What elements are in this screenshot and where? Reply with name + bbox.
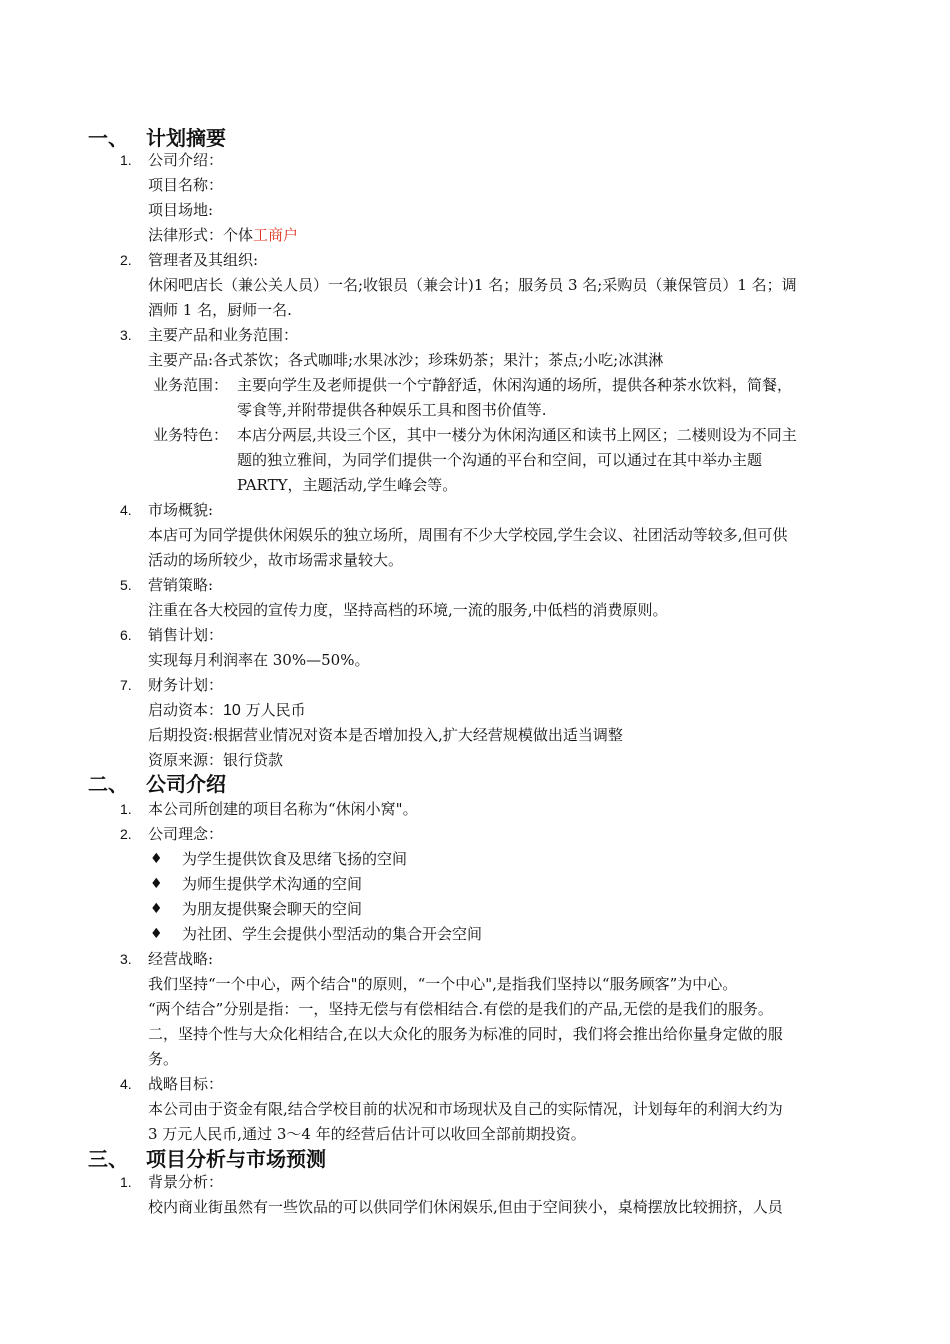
section-number: 一、	[88, 126, 128, 150]
section-heading-3	[88, 1145, 326, 1173]
paragraph-line: 本店可为同学提供休闲娱乐的独立场所，周围有不少大学校园,学生会议、社团活动等较多,但可供	[148, 526, 788, 544]
paragraph-line: 本公司所创建的项目名称为“休闲小窝"。	[148, 800, 418, 818]
paragraph-line: 本店分两层,共设三个区，其中一楼分为休闲沟通区和读书上网区；二楼则设为不同主	[237, 426, 797, 444]
diamond-bullet-icon: ♦	[150, 851, 163, 867]
paragraph-line: 休闲吧店长（兼公关人员）一名;收银员（兼会计)1 名；服务员 3 名;采购员（兼保管员）1 名；调	[148, 276, 797, 294]
list-number: 2.	[120, 826, 132, 842]
paragraph-line: PARTY，主题活动,学生峰会等。	[237, 476, 458, 494]
paragraph-line: 活动的场所较少，故市场需求量较大。	[148, 551, 404, 569]
list-number: 1.	[120, 801, 132, 817]
paragraph-line: 务。	[148, 1050, 179, 1068]
item-title: 营销策略:	[148, 576, 214, 594]
text-run: 启动资本：	[148, 701, 224, 719]
list-number: 5.	[120, 577, 132, 593]
paragraph-line: 主要产品:各式茶饮；各式咖啡;水果冰沙；珍珠奶茶；果汁；茶点;小吃;冰淇淋	[148, 351, 664, 369]
paragraph-line: 3 万元人民币,通过 3～4 年的经营后估计可以收回全部前期投资。	[148, 1125, 586, 1143]
paragraph-line: “两个结合”分别是指：一，坚持无偿与有偿相结合.有偿的是我们的产品,无偿的是我们的服务。	[148, 1000, 773, 1018]
section-number: 二、	[88, 772, 128, 796]
paragraph-line: 酒师 1 名，厨师一名.	[148, 301, 292, 319]
item-title: 销售计划：	[148, 626, 224, 644]
list-number: 1.	[120, 152, 132, 168]
paragraph-line: 校内商业街虽然有一些饮品的可以供同学们休闲娱乐,但由于空间狭小，桌椅摆放比较拥挤，人员	[148, 1198, 783, 1216]
paragraph-line: 题的独立雅间，为同学们提供一个沟通的平台和空间，可以通过在其中举办主题	[237, 451, 763, 469]
paragraph-line: 我们坚持“一个中心，两个结合"的原则，“一个中心",是指我们坚持以“服务顾客”为中心。	[148, 975, 738, 993]
list-number: 2.	[120, 252, 132, 268]
item-title: 战略目标：	[148, 1075, 224, 1093]
bullet-item: 为学生提供饮食及思绪飞扬的空间	[182, 850, 408, 868]
field-label: 业务特色：	[153, 426, 229, 444]
list-number: 4.	[120, 502, 132, 518]
item-title: 背景分析：	[148, 1173, 224, 1191]
section-heading-2	[88, 770, 226, 798]
list-number: 1.	[120, 1174, 132, 1190]
bullet-item: 为朋友提供聚会聊天的空间	[182, 900, 363, 918]
list-number: 7.	[120, 677, 132, 693]
list-number: 3.	[120, 951, 132, 967]
item-title: 财务计划：	[148, 676, 224, 694]
paragraph-line: 注重在各大校园的宣传力度，坚持高档的环境,一流的服务,中低档的消费原则。	[148, 601, 668, 619]
item-title: 经营战略:	[148, 950, 214, 968]
list-number: 4.	[120, 1076, 132, 1092]
text-run: 万人民币	[240, 701, 306, 719]
paragraph-line: 后期投资:根据营业情况对资本是否增加投入,扩大经营规模做出适当调整	[148, 726, 623, 744]
text-run: 10	[223, 702, 241, 719]
section-title: 公司介绍	[146, 772, 226, 796]
paragraph-line: 零食等,并附带提供各种娱乐工具和图书价值等.	[237, 401, 547, 419]
paragraph-line: 主要向学生及老师提供一个宁静舒适，休闲沟通的场所，提供各种茶水饮料，简餐，	[237, 376, 793, 394]
paragraph-line: 资原来源：银行贷款	[148, 751, 284, 769]
item-title: 主要产品和业务范围：	[148, 326, 299, 344]
list-number: 6.	[120, 627, 132, 643]
item-title: 公司介绍：	[148, 151, 224, 169]
list-number: 3.	[120, 327, 132, 343]
paragraph-line	[148, 223, 298, 248]
bullet-item: 为社团、学生会提供小型活动的集合开会空间	[182, 925, 483, 943]
section-title: 项目分析与市场预测	[146, 1147, 326, 1171]
diamond-bullet-icon: ♦	[150, 876, 163, 892]
paragraph-line: 二，坚持个性与大众化相结合,在以大众化的服务为标准的同时，我们将会推出给你量身定做的服	[148, 1025, 783, 1043]
paragraph-line: 本公司由于资金有限,结合学校目前的状况和市场现状及自己的实际情况，计划每年的利润大约为	[148, 1100, 783, 1118]
item-title: 市场概貌:	[148, 501, 214, 519]
highlighted-text: 工商户	[253, 226, 299, 244]
section-title: 计划摘要	[146, 126, 226, 150]
paragraph-line: 实现每月利润率在 30%—50%。	[148, 651, 370, 669]
section-number: 三、	[88, 1147, 128, 1171]
item-title: 公司理念：	[148, 825, 224, 843]
diamond-bullet-icon: ♦	[150, 926, 163, 942]
paragraph-line: 项目名称：	[148, 176, 224, 194]
paragraph-line: 项目场地:	[148, 201, 214, 219]
text-run: 法律形式：个体	[148, 226, 254, 244]
item-title: 管理者及其组织:	[148, 251, 259, 269]
bullet-item: 为师生提供学术沟通的空间	[182, 875, 363, 893]
field-label: 业务范围：	[153, 376, 229, 394]
diamond-bullet-icon: ♦	[150, 901, 163, 917]
paragraph-line	[148, 698, 306, 723]
